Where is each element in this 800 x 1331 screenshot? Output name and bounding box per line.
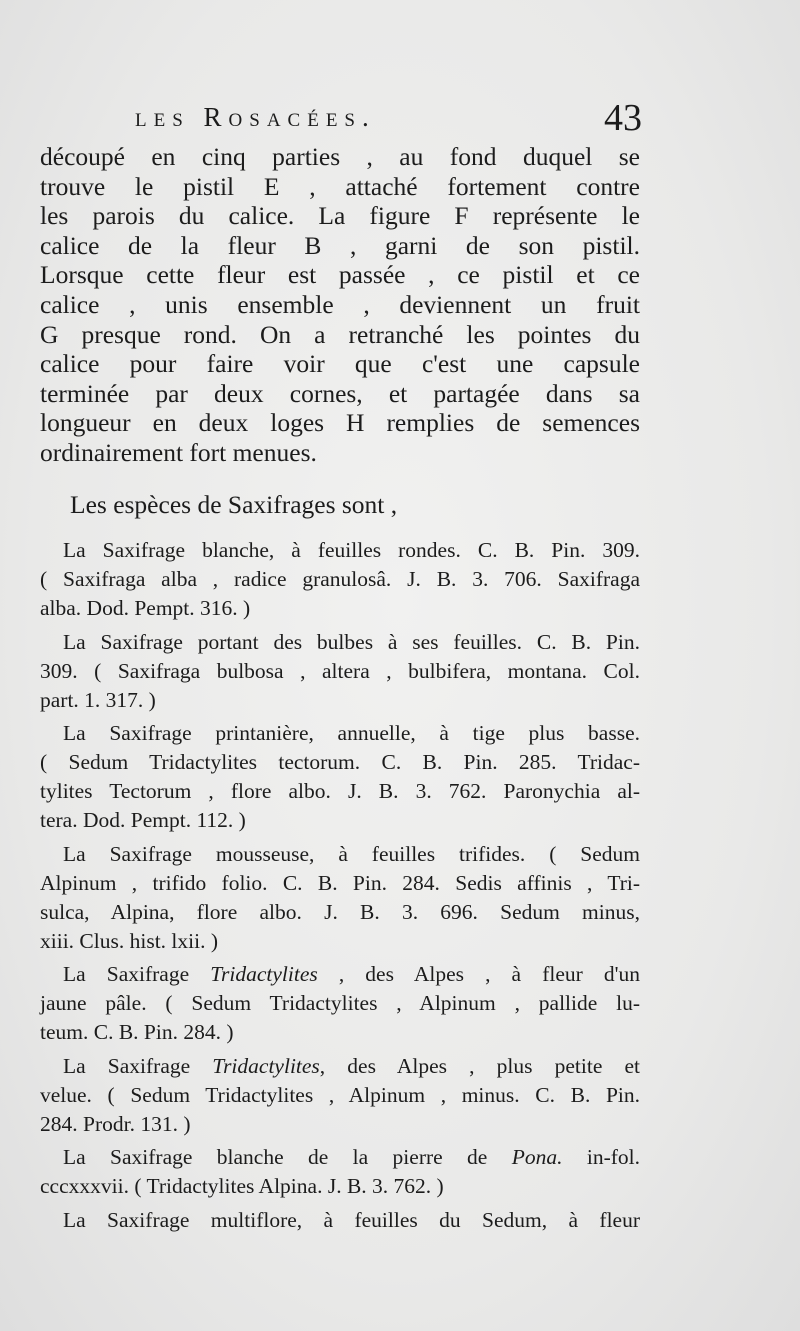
species-entry — [40, 628, 640, 715]
text-line: terminée par deux cornes, et partagée dans sa — [40, 378, 640, 408]
entry-line: La Saxifrage multiflore, à feuilles du Sedum, à fleur — [63, 1207, 640, 1232]
text-line: longueur en deux loges H remplies de semences — [40, 408, 640, 438]
species-entry — [40, 1206, 640, 1235]
entry-line: teum. C. B. Pin. 284. ) — [40, 1020, 234, 1044]
text-line: G presque rond. On a retranché les pointes du — [40, 319, 640, 349]
running-title: les Rosacées. — [135, 102, 376, 132]
entry-line: Alpinum , trifido folio. C. B. Pin. 284. Sedis affinis , Tri- — [40, 870, 640, 895]
text-line: calice de la fleur B , garni de son pistil. — [40, 230, 640, 260]
text-line: les parois du calice. La figure F représente le — [40, 201, 640, 231]
species-entry — [40, 719, 640, 835]
entry-line: La Saxifrage blanche de la pierre de Pona. in-fol. — [63, 1145, 640, 1169]
species-entry — [40, 536, 640, 623]
entry-line: ( Saxifraga alba , radice granulosâ. J. B. 3. 706. Saxifraga — [40, 567, 640, 591]
entry-line: jaune pâle. ( Sedum Tridactylites , Alpinum , pallide lu- — [40, 991, 640, 1015]
entry-line: La Saxifrage Tridactylites, des Alpes , plus petite et — [63, 1053, 640, 1078]
entry-line: sulca, Alpina, flore albo. J. B. 3. 696. Sedum minus, — [40, 899, 640, 924]
species-list — [40, 536, 640, 1239]
entry-line: La Saxifrage Tridactylites , des Alpes , à fleur d'un — [63, 962, 640, 986]
text-line: Lorsque cette fleur est passée , ce pistil et ce — [40, 260, 640, 290]
entry-line: cccxxxvii. ( Tridactylites Alpina. J. B. 3. 762. ) — [40, 1174, 444, 1198]
entry-line: xiii. Clus. hist. lxii. ) — [40, 928, 218, 953]
entry-line: alba. Dod. Pempt. 316. ) — [40, 596, 251, 620]
species-entry — [40, 960, 640, 1047]
entry-line: La Saxifrage blanche, à feuilles rondes. C. B. Pin. 309. — [63, 538, 640, 562]
entry-line: velue. ( Sedum Tridactylites , Alpinum , minus. C. B. Pin. — [40, 1082, 640, 1107]
entry-line: ( Sedum Tridactylites tectorum. C. B. Pin. 285. Tridac- — [40, 750, 640, 774]
section-heading: Les espèces de Saxifrages sont , — [70, 490, 398, 519]
entry-line: 309. ( Saxifraga bulbosa , altera , bulbifera, montana. Col. — [40, 658, 640, 683]
species-entry — [40, 840, 640, 956]
entry-line: part. 1. 317. ) — [40, 687, 156, 712]
entry-line: 284. Prodr. 131. ) — [40, 1111, 191, 1136]
page-number: 43 — [604, 97, 642, 139]
text-line: calice , unis ensemble , deviennent un fruit — [40, 289, 640, 319]
page-header — [130, 97, 650, 140]
text-line: découpé en cinq parties , au fond duquel se — [40, 142, 640, 171]
body-paragraph — [40, 142, 640, 468]
entry-line: La Saxifrage portant des bulbes à ses feuilles. C. B. Pin. — [63, 629, 640, 654]
species-entry — [40, 1052, 640, 1139]
entry-line: La Saxifrage mousseuse, à feuilles trifides. ( Sedum — [63, 841, 640, 866]
entry-line: tylites Tectorum , flore albo. J. B. 3. 762. Paronychia al- — [40, 779, 640, 803]
entry-line: La Saxifrage printanière, annuelle, à tige plus basse. — [63, 721, 640, 745]
text-line: trouve le pistil E , attaché fortement contre — [40, 171, 640, 201]
entry-line: tera. Dod. Pempt. 112. ) — [40, 808, 246, 832]
text-line: ordinairement fort menues. — [40, 437, 317, 467]
text-line: calice pour faire voir que c'est une capsule — [40, 349, 640, 379]
species-entry — [40, 1143, 640, 1201]
